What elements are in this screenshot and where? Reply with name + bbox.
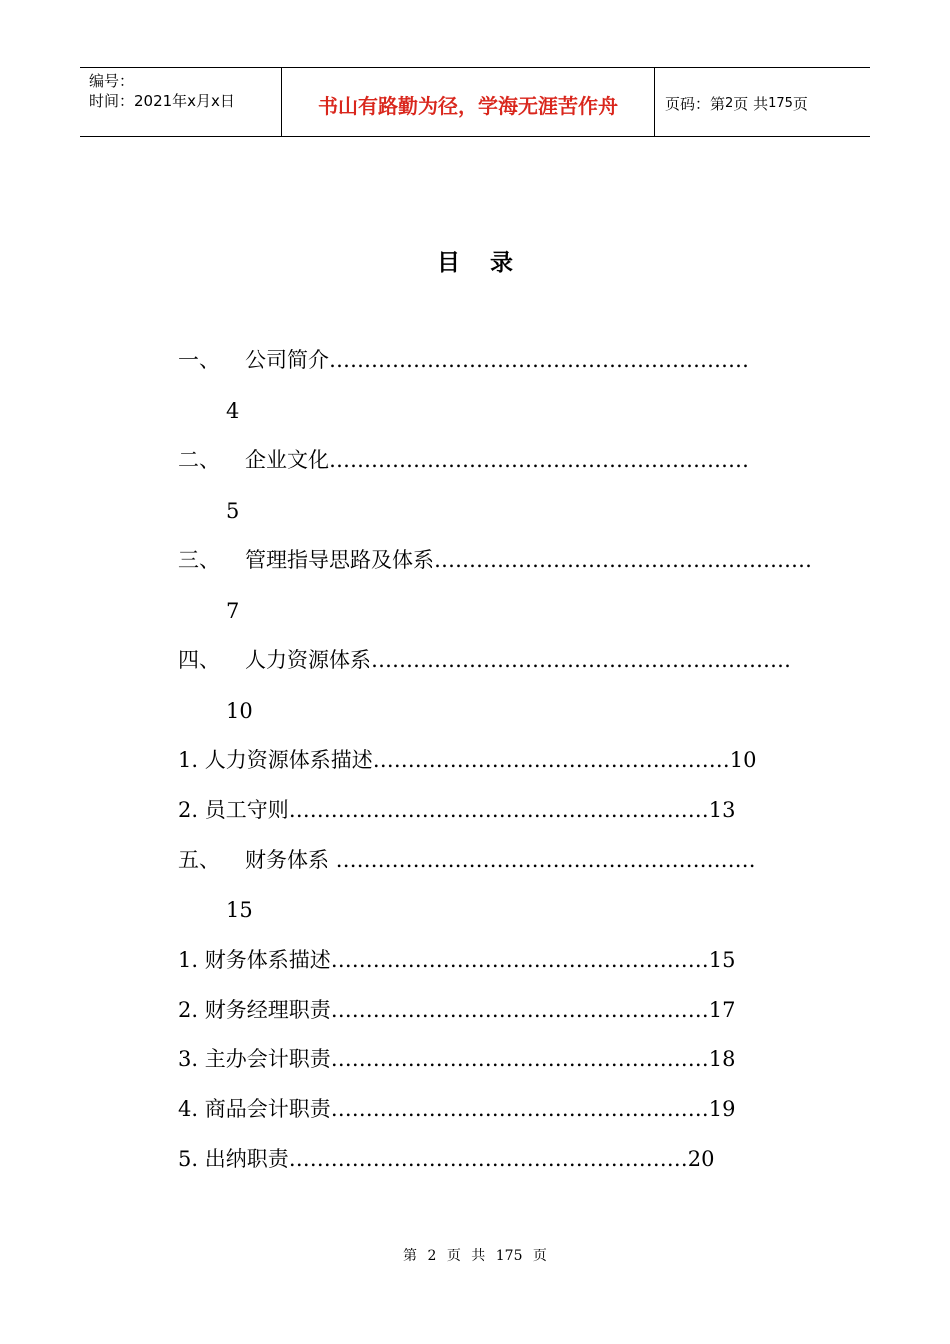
toc-leader: …………………………………………………… xyxy=(329,848,756,872)
toc-page: 15 xyxy=(226,898,253,922)
toc-page: 19 xyxy=(708,1097,736,1121)
toc-entry-company-intro[interactable] xyxy=(178,345,749,375)
toc-entry-goods-accountant[interactable] xyxy=(178,1094,735,1124)
header-motto: 书山有路勤为径，学海无涯苦作舟 xyxy=(282,68,655,136)
toc-leader: …………………………………………… xyxy=(372,748,730,772)
page-header xyxy=(80,67,870,137)
header-meta xyxy=(80,68,282,136)
page-number: 2 xyxy=(725,95,734,111)
toc-num: 四、 xyxy=(178,648,220,672)
toc-label: 3. 主办会计职责 xyxy=(178,1047,331,1071)
toc-leader: ……………………………………………… xyxy=(330,948,709,972)
toc-label: 企业文化 xyxy=(245,448,329,472)
toc-entry-hr-desc[interactable] xyxy=(178,745,756,775)
toc-entry-finance[interactable] xyxy=(178,845,756,875)
toc-entry-finance-manager[interactable] xyxy=(178,995,735,1025)
header-page-info xyxy=(655,68,870,136)
time-label: 时间：2021年x月x日 xyxy=(89,92,235,110)
toc-num: 二、 xyxy=(178,448,220,472)
toc-entry-management[interactable] xyxy=(178,545,812,575)
page-suffix: 页 xyxy=(792,94,808,113)
toc-leader: ……………………………………………… xyxy=(330,1047,709,1071)
toc-page: 18 xyxy=(708,1047,736,1071)
toc-label: 2. 员工守则 xyxy=(178,798,289,822)
code-label: 编号： xyxy=(89,72,135,90)
toc-entry-finance-desc[interactable] xyxy=(178,945,735,975)
page-total: 175 xyxy=(768,95,793,111)
toc-label: 管理指导思路及体系 xyxy=(245,548,434,572)
toc-title: 目录 xyxy=(437,250,543,276)
toc-num: 三、 xyxy=(178,548,220,572)
toc-leader: ……………………………………………… xyxy=(434,548,812,572)
toc-label: 4. 商品会计职责 xyxy=(178,1097,331,1121)
toc-page: 10 xyxy=(226,699,253,723)
toc-entry-culture[interactable] xyxy=(178,445,749,475)
toc-label: 1. 人力资源体系描述 xyxy=(178,748,373,772)
toc-page: 13 xyxy=(708,798,736,822)
toc-entry-chief-accountant[interactable] xyxy=(178,1044,735,1074)
toc-label: 5. 出纳职责 xyxy=(178,1147,289,1171)
toc-label: 1. 财务体系描述 xyxy=(178,948,331,972)
toc-leader: …………………………………………………… xyxy=(288,798,709,822)
toc-leader: ………………………………………………… xyxy=(288,1147,688,1171)
toc-page: 10 xyxy=(729,748,757,772)
toc-entry-cashier[interactable] xyxy=(178,1144,714,1174)
toc-page: 5 xyxy=(226,499,240,523)
page-mid: 页 共 xyxy=(733,94,769,113)
toc-entry-hr[interactable] xyxy=(178,645,791,675)
toc-page: 17 xyxy=(708,998,736,1022)
toc-page: 7 xyxy=(226,599,240,623)
page-footer: 第 2 页 共 175 页 xyxy=(403,1248,547,1264)
toc-leader: …………………………………………………… xyxy=(371,648,791,672)
toc-leader: …………………………………………………… xyxy=(329,448,749,472)
toc-leader: …………………………………………………… xyxy=(329,348,749,372)
toc-label: 公司简介 xyxy=(245,348,329,372)
toc-num: 五、 xyxy=(178,848,220,872)
toc-page: 15 xyxy=(708,948,736,972)
toc-label: 财务体系 xyxy=(245,848,329,872)
toc-leader: ……………………………………………… xyxy=(330,1097,709,1121)
page-prefix: 页码：第 xyxy=(665,94,726,113)
toc-num: 一、 xyxy=(178,348,220,372)
toc-page: 20 xyxy=(687,1147,715,1171)
toc-label: 人力资源体系 xyxy=(245,648,371,672)
toc-entry-staff-rules[interactable] xyxy=(178,795,735,825)
toc-page: 4 xyxy=(226,399,240,423)
toc-leader: ……………………………………………… xyxy=(330,998,709,1022)
toc-label: 2. 财务经理职责 xyxy=(178,998,331,1022)
